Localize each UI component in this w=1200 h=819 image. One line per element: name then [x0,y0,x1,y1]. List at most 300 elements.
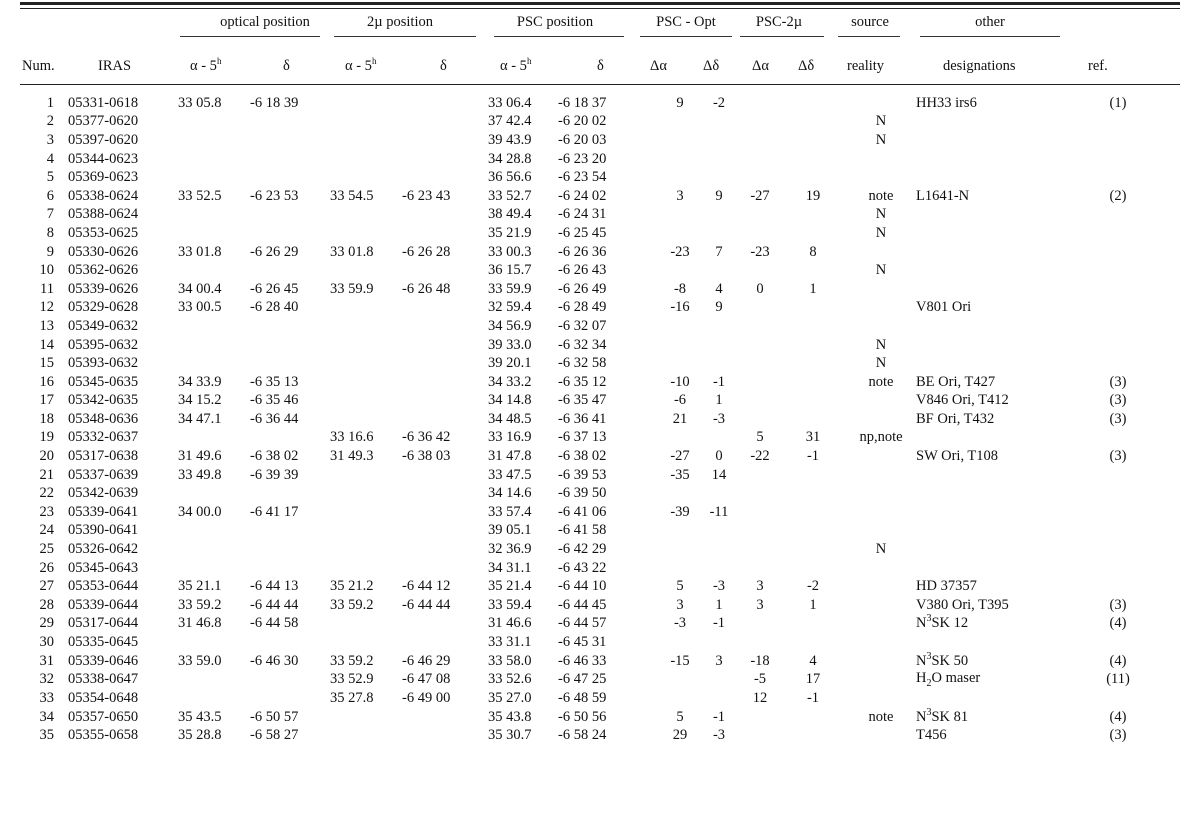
psc-dec: -6 23 20 [558,150,607,167]
optical-dec: -6 41 17 [250,503,299,520]
psc-ra: 34 14.8 [488,392,532,409]
optical-dec: -6 28 40 [250,299,299,316]
reference [1076,503,1160,522]
source-reality [846,577,916,596]
optical-ra [178,113,250,132]
2mu-dec: -6 49 00 [402,690,451,707]
psc-2mu-dalpha [740,317,780,336]
col-opt-dec: δ [283,58,290,74]
source-reality [846,633,916,652]
2mu-dec [402,484,488,503]
iras-id: 05338-0624 [68,187,139,204]
psc-ra: 33 00.3 [488,243,532,260]
psc-opt-dalpha [662,484,698,503]
designation [916,522,1076,541]
source-reality [846,280,916,299]
psc-opt-ddelta [698,354,740,373]
psc-opt-ddelta: -3 [712,727,726,744]
iras-id: 05339-0641 [68,503,139,520]
row-num: 23 [39,503,54,520]
psc-2mu-ddelta: 1 [809,280,817,297]
row-num: 1 [46,94,54,111]
psc-opt-ddelta [698,559,740,578]
iras-id: 05369-0623 [68,169,139,186]
source-reality: note [868,187,894,204]
designation: BE Ori, T427 [916,373,996,390]
optical-dec [250,522,330,541]
psc-ra: 39 33.0 [488,336,532,353]
optical-dec [250,168,330,187]
row-num: 31 [39,652,54,669]
2mu-dec [402,113,488,132]
2mu-dec: -6 44 44 [402,596,451,613]
row-num: 35 [39,727,54,744]
top-rule-thick [20,2,1180,5]
psc-ra: 33 06.4 [488,94,532,111]
designation [916,429,1076,448]
2mu-dec [402,131,488,150]
designation: V801 Ori [916,299,972,316]
reference [1076,113,1160,132]
iras-id: 05337-0639 [68,466,139,483]
psc-opt-dalpha [662,317,698,336]
psc-opt-dalpha: -35 [670,466,690,483]
optical-ra: 35 28.8 [178,727,222,744]
psc-dec: -6 44 45 [558,596,607,613]
psc-opt-dalpha: -39 [670,503,690,520]
psc-ra: 32 36.9 [488,541,532,558]
psc-2mu-ddelta: 17 [805,671,821,688]
source-reality: N [875,262,887,279]
reference [1076,429,1160,448]
psc-opt-ddelta: 3 [715,652,723,669]
reference [1076,466,1160,485]
psc-2mu-ddelta [780,317,846,336]
psc-ra: 39 20.1 [488,355,532,372]
table-row [20,317,1160,336]
2mu-dec [402,373,488,392]
2mu-dec [402,261,488,280]
psc-ra: 33 58.0 [488,652,532,669]
table-row [20,503,1160,522]
designation [916,689,1076,708]
optical-ra [178,261,250,280]
psc-2mu-ddelta [780,484,846,503]
psc-dec: -6 20 03 [558,131,607,148]
row-num: 8 [46,224,54,241]
iras-id: 05357-0650 [68,708,139,725]
designation [916,503,1076,522]
optical-dec [250,429,330,448]
row-num: 30 [39,634,54,651]
psc-ra: 33 59.4 [488,596,532,613]
optical-dec: -6 44 13 [250,578,299,595]
optical-ra: 35 21.1 [178,578,222,595]
optical-dec [250,113,330,132]
psc-2mu-ddelta [780,261,846,280]
psc-dec: -6 44 10 [558,578,607,595]
optical-ra [178,522,250,541]
psc-ra: 37 42.4 [488,113,532,130]
col-psc-ra: α - 5$^h$ [500,56,532,74]
row-num: 7 [46,206,54,223]
optical-ra: 34 33.9 [178,373,222,390]
header-other: other [975,14,1005,30]
psc-dec: -6 18 37 [558,94,607,111]
optical-ra: 35 43.5 [178,708,222,725]
2mu-ra: 35 21.2 [330,578,374,595]
source-reality [846,94,916,113]
2mu-ra [330,484,402,503]
source-reality [846,466,916,485]
psc-2mu-dalpha [740,94,780,113]
source-reality [846,559,916,578]
2mu-ra [330,373,402,392]
source-reality: N [875,541,887,558]
source-reality [846,447,916,466]
optical-ra [178,224,250,243]
table-row [20,94,1160,113]
2mu-ra [330,410,402,429]
psc-opt-ddelta [698,336,740,355]
psc-2mu-ddelta: -1 [806,690,820,707]
reference [1076,168,1160,187]
psc-dec: -6 47 25 [558,671,607,688]
psc-opt-ddelta: 14 [711,466,727,483]
reference [1076,689,1160,708]
optical-ra [178,354,250,373]
source-reality: N [875,355,887,372]
optical-ra: 33 00.5 [178,299,222,316]
optical-dec: -6 39 39 [250,466,299,483]
psc-2mu-ddelta: 1 [809,596,817,613]
col-num: Num. [22,58,55,74]
optical-ra [178,670,250,689]
psc-opt-ddelta: 4 [715,280,723,297]
optical-dec: -6 44 44 [250,596,299,613]
reference [1076,224,1160,243]
2mu-ra [330,708,402,727]
psc-opt-dalpha [662,224,698,243]
psc-opt-dalpha: 3 [676,187,684,204]
iras-id: 05355-0658 [68,727,139,744]
reference [1076,336,1160,355]
row-num: 32 [39,671,54,688]
top-rule-thin [20,8,1180,9]
table-row [20,224,1160,243]
psc-ra: 39 05.1 [488,522,532,539]
optical-dec [250,206,330,225]
2mu-dec [402,726,488,745]
reference: (2) [1109,187,1127,204]
source-reality [846,596,916,615]
designation [916,150,1076,169]
psc-2mu-dalpha [740,522,780,541]
iras-id: 05345-0643 [68,559,139,576]
psc-2mu-dalpha [740,708,780,727]
psc-ra: 33 52.6 [488,671,532,688]
col-pm-dalpha: Δα [752,58,769,74]
2mu-dec: -6 38 03 [402,448,451,465]
2mu-dec: -6 36 42 [402,429,451,446]
2mu-ra [330,726,402,745]
row-num: 5 [46,169,54,186]
psc-opt-ddelta [698,522,740,541]
psc-opt-ddelta [698,429,740,448]
designation [916,280,1076,299]
optical-dec [250,689,330,708]
psc-opt-dalpha [662,150,698,169]
row-num: 13 [39,317,54,334]
table-row [20,540,1160,559]
reference: (1) [1109,94,1127,111]
row-num: 22 [39,485,54,502]
header-optical-position: optical position [220,14,310,30]
psc-2mu-dalpha [740,540,780,559]
table-row [20,429,1160,448]
2mu-dec [402,503,488,522]
psc-2mu-dalpha: -23 [750,243,770,260]
source-reality: np,note [859,429,903,446]
2mu-ra [330,168,402,187]
psc-ra: 32 59.4 [488,299,532,316]
psc-2mu-ddelta [780,633,846,652]
optical-ra: 34 15.2 [178,392,222,409]
psc-2mu-ddelta [780,522,846,541]
psc-2mu-dalpha [740,373,780,392]
source-reality: N [875,113,887,130]
optical-dec [250,540,330,559]
psc-ra: 33 47.5 [488,466,532,483]
2mu-dec [402,466,488,485]
psc-opt-dalpha: 5 [676,578,684,595]
optical-ra [178,131,250,150]
optical-dec [250,150,330,169]
optical-ra [178,168,250,187]
source-reality: N [875,336,887,353]
psc-ra: 34 33.2 [488,373,532,390]
psc-ra: 34 28.8 [488,150,532,167]
reference: (3) [1109,392,1127,409]
psc-dec: -6 32 34 [558,336,607,353]
psc-opt-dalpha: 3 [676,596,684,613]
psc-2mu-ddelta: 8 [809,243,817,260]
2mu-ra: 33 01.8 [330,243,374,260]
2mu-ra [330,206,402,225]
header-rule [20,84,1180,85]
psc-opt-ddelta: -3 [712,410,726,427]
table-row [20,354,1160,373]
psc-opt-dalpha [662,429,698,448]
underline-psc [494,36,624,37]
source-reality [846,689,916,708]
reference: (3) [1109,373,1127,390]
source-reality: N [875,206,887,223]
iras-id: 05330-0626 [68,243,139,260]
psc-2mu-dalpha: -22 [750,448,770,465]
optical-ra: 34 00.4 [178,280,222,297]
2mu-dec [402,317,488,336]
row-num: 29 [39,615,54,632]
2mu-ra [330,503,402,522]
row-num: 16 [39,373,54,390]
psc-opt-ddelta: -11 [709,503,729,520]
psc-2mu-dalpha [740,168,780,187]
psc-2mu-dalpha [740,150,780,169]
psc-2mu-dalpha [740,261,780,280]
2mu-ra [330,299,402,318]
psc-opt-ddelta: -1 [712,708,726,725]
psc-dec: -6 35 12 [558,373,607,390]
2mu-dec [402,150,488,169]
optical-ra [178,633,250,652]
row-num: 18 [39,410,54,427]
optical-dec [250,633,330,652]
psc-opt-ddelta: -2 [712,94,726,111]
iras-id: 05353-0625 [68,224,139,241]
psc-2mu-dalpha [740,466,780,485]
designation: BF Ori, T432 [916,410,995,427]
iras-id: 05329-0628 [68,299,139,316]
2mu-ra [330,261,402,280]
underline-psc-2mu [740,36,824,37]
psc-dec: -6 50 56 [558,708,607,725]
2mu-ra [330,559,402,578]
2mu-dec [402,336,488,355]
psc-opt-ddelta: 7 [715,243,723,260]
psc-2mu-dalpha [740,615,780,634]
psc-dec: -6 48 59 [558,690,607,707]
reference [1076,317,1160,336]
psc-2mu-ddelta [780,150,846,169]
reference [1076,354,1160,373]
iras-id: 05331-0618 [68,94,139,111]
optical-dec [250,261,330,280]
psc-2mu-dalpha: 0 [756,280,764,297]
psc-opt-ddelta [698,168,740,187]
psc-dec: -6 26 36 [558,243,607,260]
psc-opt-ddelta [698,484,740,503]
optical-ra [178,429,250,448]
underline-psc-opt [640,36,732,37]
psc-opt-ddelta [698,689,740,708]
designation [916,168,1076,187]
table-row [20,559,1160,578]
optical-ra [178,689,250,708]
psc-opt-ddelta [698,224,740,243]
table-row [20,708,1160,727]
col-ref: ref. [1088,58,1108,74]
row-num: 25 [39,541,54,558]
psc-ra: 31 46.6 [488,615,532,632]
designation: HH33 irs6 [916,94,977,111]
psc-2mu-dalpha: 12 [752,690,768,707]
psc-dec: -6 35 47 [558,392,607,409]
optical-dec: -6 26 45 [250,280,299,297]
psc-dec: -6 28 49 [558,299,607,316]
row-num: 4 [46,150,54,167]
underline-2mu [334,36,476,37]
designation: $N^3SK$ 81 [916,706,969,725]
psc-ra: 39 43.9 [488,131,532,148]
optical-ra [178,317,250,336]
psc-2mu-ddelta [780,299,846,318]
source-reality [846,670,916,689]
table-row [20,280,1160,299]
row-num: 34 [39,708,54,725]
psc-2mu-ddelta [780,708,846,727]
designation: V846 Ori, T412 [916,392,1009,409]
psc-2mu-ddelta [780,540,846,559]
psc-dec: -6 58 24 [558,727,607,744]
iras-id: 05332-0637 [68,429,139,446]
2mu-dec [402,559,488,578]
optical-dec [250,224,330,243]
2mu-dec [402,354,488,373]
table-row [20,299,1160,318]
psc-opt-dalpha [662,559,698,578]
2mu-ra: 33 59.9 [330,280,374,297]
2mu-ra: 33 59.2 [330,652,374,669]
designation [916,336,1076,355]
col-2mu-ra: α - 5$^h$ [345,56,377,74]
table-row [20,261,1160,280]
psc-ra: 33 52.7 [488,187,532,204]
2mu-ra [330,224,402,243]
row-num: 19 [39,429,54,446]
2mu-ra [330,317,402,336]
2mu-ra [330,150,402,169]
iras-id: 05338-0647 [68,671,139,688]
psc-opt-ddelta [698,113,740,132]
psc-opt-dalpha: 5 [676,708,684,725]
table-row [20,466,1160,485]
psc-ra: 36 15.7 [488,262,532,279]
table-row [20,726,1160,745]
psc-ra: 36 56.6 [488,169,532,186]
psc-2mu-dalpha [740,410,780,429]
2mu-ra: 31 49.3 [330,448,374,465]
iras-id: 05397-0620 [68,131,139,148]
psc-opt-ddelta [698,131,740,150]
reference [1076,206,1160,225]
optical-ra: 33 59.0 [178,652,222,669]
optical-dec [250,317,330,336]
psc-2mu-dalpha: -27 [750,187,770,204]
2mu-dec [402,522,488,541]
row-num: 9 [46,243,54,260]
2mu-ra [330,131,402,150]
psc-opt-dalpha [662,261,698,280]
psc-opt-dalpha [662,336,698,355]
psc-2mu-ddelta [780,392,846,411]
table-row [20,168,1160,187]
iras-id: 05326-0642 [68,541,139,558]
2mu-dec [402,206,488,225]
iras-id: 05339-0626 [68,280,139,297]
psc-ra: 35 27.0 [488,690,532,707]
psc-dec: -6 39 53 [558,466,607,483]
reference [1076,559,1160,578]
2mu-dec [402,633,488,652]
psc-opt-dalpha: -16 [670,299,690,316]
row-num: 2 [46,113,54,130]
optical-ra [178,559,250,578]
psc-2mu-dalpha [740,559,780,578]
psc-opt-ddelta: 0 [715,448,723,465]
psc-2mu-ddelta [780,466,846,485]
psc-opt-dalpha [662,131,698,150]
